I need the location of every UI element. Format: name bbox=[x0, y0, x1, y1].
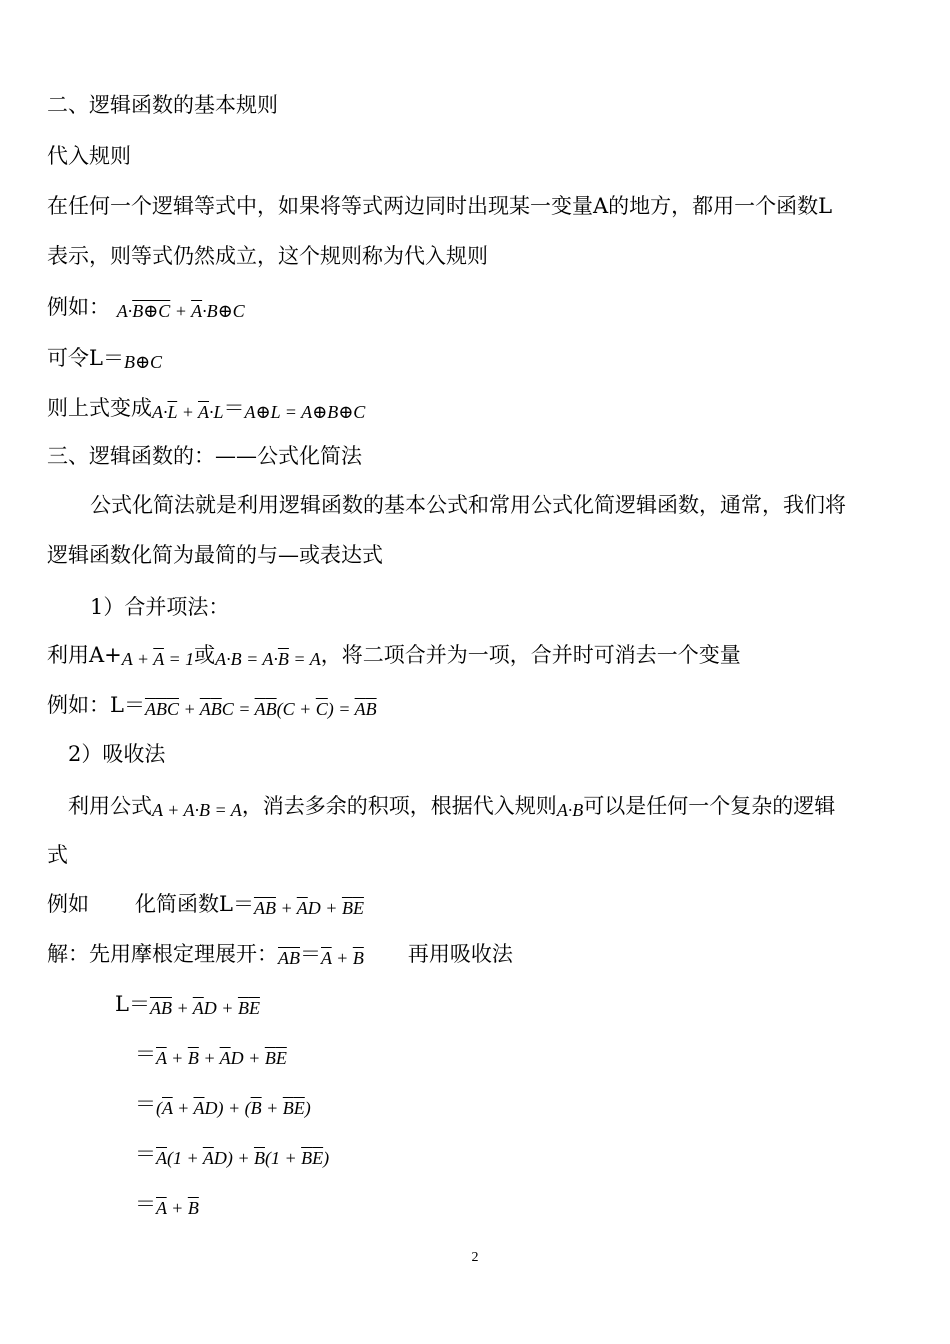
section-heading-2: 二、逻辑函数的基本规则 bbox=[47, 93, 278, 117]
derivation-step-2 bbox=[47, 1041, 910, 1071]
derivation-step-5 bbox=[47, 1191, 910, 1221]
formula: $\overline{A} + \overline{B} + \overline{A}D + \overline{B}\overline{E}$ bbox=[156, 1048, 287, 1068]
paragraph-line-2: 逻辑函数化简为最简的与—或表达式 bbox=[47, 543, 383, 567]
text: 可以是任何一个复杂的逻辑 bbox=[583, 794, 836, 818]
absorb-rule-line-2: 式 bbox=[47, 843, 68, 867]
equals-sign: ＝ bbox=[300, 942, 321, 966]
absorb-rule-line bbox=[47, 793, 910, 823]
example-3 bbox=[47, 891, 910, 921]
derivation-step-4 bbox=[47, 1141, 910, 1171]
text: 或 bbox=[194, 643, 216, 667]
list-item-2: 2）吸收法 bbox=[68, 742, 166, 766]
formula: $\overline{A}(1 + \overline{A}D) + \overline{B}(1 + \overline{B}\overline{E})$ bbox=[156, 1148, 330, 1168]
example-1 bbox=[47, 294, 910, 324]
formula: A⊕L = A⊕B⊕C bbox=[244, 402, 366, 422]
page-number: 2 bbox=[471, 1250, 479, 1265]
definition-line-2: 表示，则等式仍然成立，这个规则称为代入规则 bbox=[47, 244, 488, 268]
then-label: 则上式变成 bbox=[47, 396, 152, 420]
text: ，消去多余的积项，根据代入规则 bbox=[241, 794, 557, 818]
text: 化简函数L＝ bbox=[135, 892, 254, 916]
formula: $A + \overline{A} = 1$ bbox=[121, 649, 195, 669]
formula: $\overline{AB} + \overline{A}D + \overline{B}\overline{E}$ bbox=[253, 898, 364, 918]
formula: A·B⊕C + $\overline{A}\cdot B\oplus C$ bbox=[116, 301, 245, 321]
formula: A + A·B = A bbox=[152, 800, 242, 820]
let-line bbox=[47, 345, 910, 375]
then-line bbox=[47, 395, 910, 425]
formula: B⊕C bbox=[123, 352, 163, 372]
equals-sign: ＝ bbox=[135, 1142, 156, 1166]
text: 解：先用摩根定理展开： bbox=[47, 942, 278, 966]
example-2 bbox=[47, 692, 910, 722]
example-label: 例如：L＝ bbox=[47, 693, 145, 717]
equals-sign: ＝ bbox=[135, 1042, 156, 1066]
paragraph-line-1: 公式化简法就是利用逻辑函数的基本公式和常用公式化简逻辑函数，通常，我们将 bbox=[90, 493, 846, 517]
text: L＝ bbox=[115, 992, 150, 1016]
text: 利用公式 bbox=[68, 794, 152, 818]
text: ，将二项合并为一项，合并时可消去一个变量 bbox=[320, 643, 741, 667]
section-heading-3: 三、逻辑函数的：——公式化简法 bbox=[47, 444, 362, 468]
formula: $\overline{A} + \overline{B}$ bbox=[321, 948, 364, 968]
formula: $\overline{A}\overline{B}\overline{C} + \overline{A}\overline{B}C = \overline{A}\overline{B}(C + \overline{C}) = \overline{A}\overline{B}$ bbox=[144, 699, 377, 719]
equals-sign: ＝ bbox=[135, 1192, 156, 1216]
merge-rule-line bbox=[47, 642, 910, 672]
example-label: 例如 bbox=[47, 892, 89, 916]
formula: $(\overline{A} + \overline{A}D) + (\overline{B} + \overline{B}\overline{E})$ bbox=[156, 1098, 311, 1118]
derivation-step-3 bbox=[47, 1091, 910, 1121]
definition-line-1: 在任何一个逻辑等式中，如果将等式两边同时出现某一变量A的地方，都用一个函数L bbox=[47, 194, 833, 218]
derivation-step-1 bbox=[47, 991, 910, 1021]
example-label: 例如： bbox=[47, 295, 110, 319]
list-item-1: 1）合并项法： bbox=[90, 595, 230, 619]
equals-sign: ＝ bbox=[135, 1092, 156, 1116]
formula: $\overline{AB} + \overline{A}D + \overline{B}\overline{E}$ bbox=[149, 998, 260, 1018]
text: 利用A+ bbox=[47, 643, 122, 667]
formula: $A\cdot B = A\cdot\overline{B} = A$ bbox=[215, 649, 321, 669]
formula: A·B bbox=[556, 800, 584, 820]
formula: $\overline{AB}$ bbox=[278, 948, 300, 968]
text: 再用吸收法 bbox=[407, 942, 513, 966]
let-label: 可令L＝ bbox=[47, 346, 124, 370]
solution-line bbox=[47, 941, 910, 971]
formula: $\overline{A} + \overline{B}$ bbox=[156, 1198, 199, 1218]
equals-sign: ＝ bbox=[223, 396, 245, 420]
formula: $A\cdot\overline{L} + \overline{A}\cdot L$ bbox=[152, 402, 224, 422]
subheading-substitution-rule: 代入规则 bbox=[47, 144, 131, 168]
